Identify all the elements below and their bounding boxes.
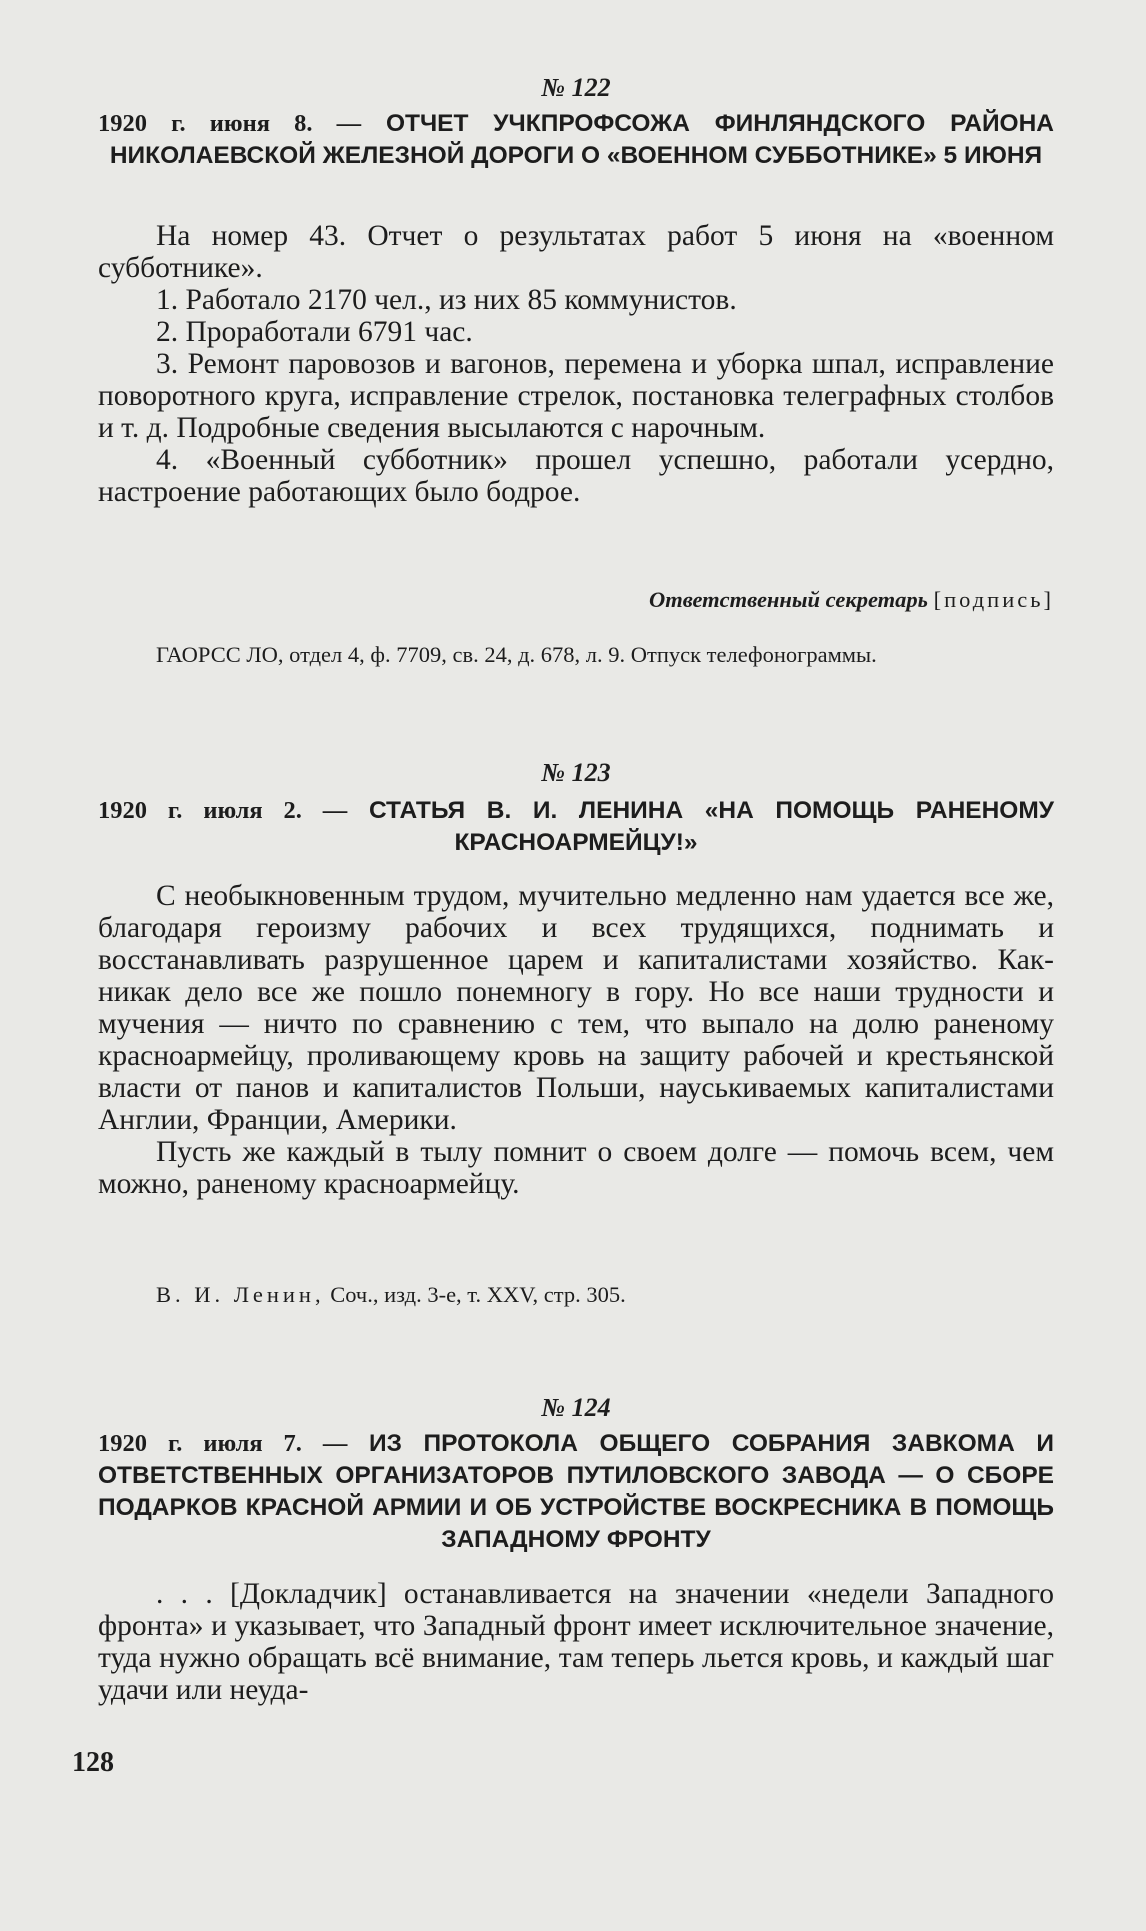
doc-123-paragraph-1: С необыкновенным трудом, мучительно медленно нам удается все же, благодаря героизму рабочих и всех трудящихся, поднимать и восстанавливать разрушенное царем и капиталистами хозяйство. Как-никак дело все же пошло понемногу в гору. Но все наши трудности и мучения — ничто по сравнению с тем, что выпало на долю раненому красноармейцу, проливающему кровь на защиту рабочей и крестьянской власти от панов и капиталистов Польши, науськиваемых капиталистами Англии, Франции, Америки.	[98, 880, 1054, 1136]
doc-124-title	[98, 1428, 1054, 1556]
source-author: В. И. Ленин,	[156, 1282, 325, 1307]
doc-122-signature	[98, 585, 1054, 615]
doc-122-item-1: 1. Работало 2170 чел., из них 85 коммунистов.	[156, 284, 737, 316]
doc-123-source	[98, 1280, 1054, 1310]
doc-122-body	[98, 220, 1054, 508]
doc-122-source: ГАОРСС ЛО, отдел 4, ф. 7709, св. 24, д. 678, л. 9. Отпуск телефонограммы.	[156, 642, 877, 667]
doc-123-title	[98, 795, 1054, 859]
signature-role: Ответственный секретарь	[648, 587, 928, 612]
doc-124-title-text: ИЗ ПРОТОКОЛА ОБЩЕГО СОБРАНИЯ ЗАВКОМА И ОТВЕТСТВЕННЫХ ОРГАНИЗАТОРОВ ПУТИЛОВСКОГО ЗАВОДА — О СБОРЕ ПОДАРКОВ КРАСНОЙ АРМИИ И ОБ УСТРОЙСТВЕ ВОСКРЕСНИКА В ПОМОЩЬ ЗАПАДНОМУ ФРОНТУ	[98, 1430, 1054, 1553]
page-number: 128	[72, 1747, 114, 1778]
doc-123-paragraph-2: Пусть же каждый в тылу помнит о своем долге — помочь всем, чем можно, раненому красноармейцу.	[98, 1136, 1054, 1200]
doc-124-paragraph: . . . [Докладчик] останавливается на значении «недели Западного фронта» и указывает, что Западный фронт имеет исключительное значение, туда нужно обращать всё внимание, там теперь льется кровь, и каждый шаг удачи или неуда-	[98, 1578, 1054, 1706]
doc-124-title-date: 1920 г. июля 7. —	[98, 1430, 348, 1457]
doc-124-body	[98, 1578, 1054, 1706]
doc-123-number: № 123	[541, 758, 611, 787]
doc-123-title-text: СТАТЬЯ В. И. ЛЕНИНА «НА ПОМОЩЬ РАНЕНОМУ КРАСНОАРМЕЙЦУ!»	[368, 797, 1055, 856]
doc-122-intro: На номер 43. Отчет о результатах работ 5 июня на «военном субботнике».	[98, 220, 1054, 284]
doc-122-title-text: ОТЧЕТ УЧКПРОФСОЖА ФИНЛЯНДСКОГО РАЙОНА НИКОЛАЕВСКОЙ ЖЕЛЕЗНОЙ ДОРОГИ О «ВОЕННОМ СУББОТНИКЕ» 5 ИЮНЯ	[109, 110, 1055, 169]
doc-124-number: № 124	[541, 1393, 611, 1422]
doc-122-item-2: 2. Проработали 6791 час.	[156, 316, 473, 348]
doc-122-title	[98, 108, 1054, 172]
signature-mark: [подпись]	[933, 587, 1054, 612]
doc-122-number: № 122	[541, 73, 611, 102]
doc-122-item-4: 4. «Военный субботник» прошел успешно, работали усердно, настроение работающих было бодрое.	[98, 444, 1054, 508]
source-rest: Соч., изд. 3-е, т. XXV, стр. 305.	[324, 1282, 626, 1307]
doc-123-body	[98, 880, 1054, 1200]
doc-122-title-date: 1920 г. июня 8. —	[98, 110, 362, 137]
doc-123-title-date: 1920 г. июля 2. —	[98, 797, 348, 824]
doc-122-item-3: 3. Ремонт паровозов и вагонов, перемена и уборка шпал, исправление поворотного круга, исправление стрелок, постановка телеграфных столбов и т. д. Подробные сведения высылаются с нарочным.	[98, 348, 1054, 444]
